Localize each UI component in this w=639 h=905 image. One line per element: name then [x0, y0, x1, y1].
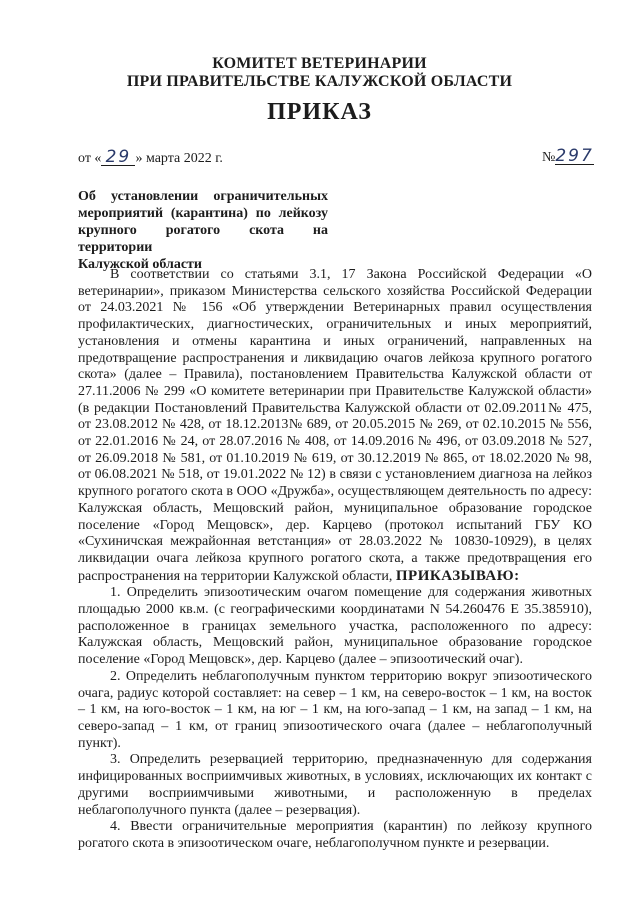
order-word: ПРИКАЗЫВАЮ: — [395, 567, 520, 584]
order-item: 2. Определить неблагополучным пунктом территорию вокруг эпизоотического очага, радиус которой составляет: на север – 1 км, на северо-восток – 1 км, на восток – 1 км, на юго-восток – 1 км, на юг – 1 км, на юго-запад – 1 км, на запад – 1 км, на северо-запад – 1 км, от границ эпизоотического очага (далее – неблагополучный пункт). — [78, 668, 592, 751]
number-prefix: № — [542, 150, 556, 165]
organization-name-line1: КОМИТЕТ ВЕТЕРИНАРИИ — [212, 55, 427, 72]
subject-line: мероприятий (карантина) по лейкозу — [78, 206, 328, 221]
document-title: ПРИКАЗ — [267, 99, 372, 125]
document-subject — [78, 188, 328, 273]
document-date — [78, 147, 223, 167]
handwritten-day: 29 — [101, 150, 135, 166]
order-item: 4. Ввести ограничительные мероприятия (карантин) по лейкозу крупного рогатого скота в эпизоотическом очаге, неблагополучном пункте и резервации. — [78, 819, 592, 851]
document-body — [78, 267, 592, 853]
date-prefix: от « — [78, 151, 102, 166]
date-suffix: » марта 2022 г. — [135, 151, 223, 166]
preamble-text: В соответствии со статьями 3.1, 17 Закона Российской Федерации «О ветеринарии», приказом Министерства сельского хозяйства Российской Федерации от 24.03.2021 № 156 «Об утверждении Ветеринарных правил осуществления профилактических, диагностических, ограничительных и иных мероприятий, установления и отмены карантина и иных ограничений, направленных на предотвращение распространения и ликвидацию очагов лейкоза крупного рогатого скота» (далее – Правила), постановлением Правительства Калужской области от 27.11.2006 № 299 «О комитете ветеринарии при Правительстве Калужской области» (в редакции Постановлений Правительства Калужской области от 02.09.2011№ 475, от 23.08.2012 № 428, от 18.12.2013№ 689, от 20.05.2015 № 269, от 02.10.2015 № 556, от 22.01.2016 № 24, от 28.07.2016 № 408, от 14.09.2016 № 496, от 03.09.2018 № 527, от 26.09.2018 № 581, от 01.10.2019 № 619, от 30.12.2019 № 865, от 18.02.2020 № 98, от 06.08.2021 № 518, от 19.01.2022 № 12) в связи с установлением диагноза на лейкоз крупного рогатого скота в ООО «Дружба», осуществляющем деятельность по адресу: Калужская область, Мещовский район, муниципальное образование городское поселение «Город Мещовск», дер. Карцево (протокол испытаний ГБУ КО «Сухиничская межрайонная ветстанция» от 28.03.2022 № 10830-10929), в целях ликвидации очага лейкоза крупного рогатого скота, а также предотвращения его распространения на территории Калужской области, — [78, 267, 592, 584]
preamble-paragraph — [78, 267, 592, 585]
subject-line: Об установлении ограничительных — [78, 189, 328, 204]
order-item: 1. Определить эпизоотическим очагом помещение для содержания животных площадью 2000 кв.м. (с географическими координатами N 54.260476 E 35.385910), расположенное в границах земельного участка, расположенного по адресу: Калужская область, Мещовский район, муниципальное образование городское поселение «Город Мещовск», дер. Карцево (далее – эпизоотический очаг). — [78, 585, 592, 668]
subject-line: крупного рогатого скота на территории — [78, 223, 328, 255]
order-item: 3. Определить резервацией территорию, предназначенную для содержания инфицированных восприимчивых животных, в условиях, исключающих их контакт с другими восприимчивыми животными, и расположенную в пределах неблагополучного пункта (далее – резервация). — [78, 752, 592, 818]
subject-line: Калужской области — [78, 257, 202, 272]
organization-name-line2: ПРИ ПРАВИТЕЛЬСТВЕ КАЛУЖСКОЙ ОБЛАСТИ — [126, 73, 513, 90]
document-number — [542, 146, 594, 166]
handwritten-number: 297 — [555, 146, 594, 166]
